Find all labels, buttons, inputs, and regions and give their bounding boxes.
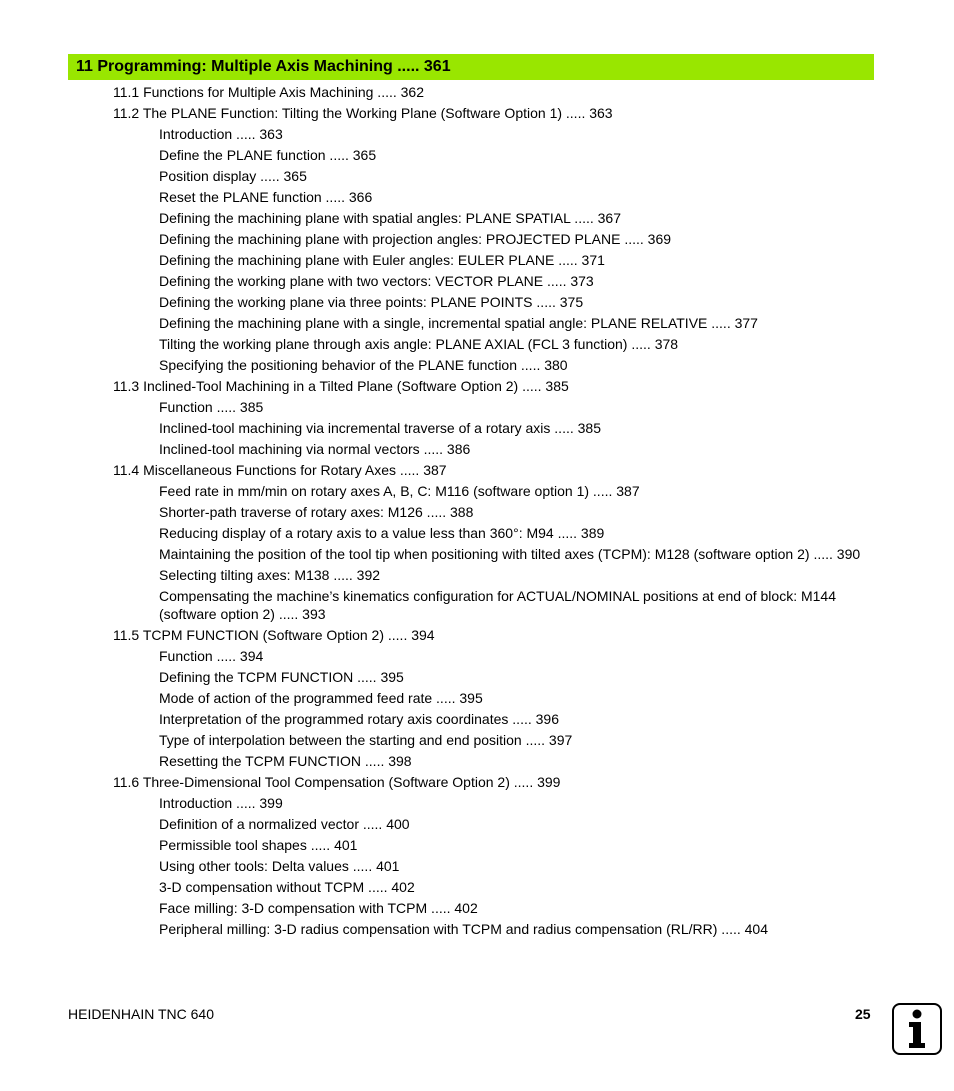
toc-subsection-entry[interactable]: Maintaining the position of the tool tip when positioning with tilted axes (TCPM): M128 (software option 2) ..... 390	[159, 546, 861, 562]
toc-section-entry[interactable]: 11.2 The PLANE Function: Tilting the Working Plane (Software Option 1) ..... 363	[113, 105, 613, 121]
toc-subsection-entry[interactable]: Position display ..... 365	[159, 168, 307, 184]
page-number: 25	[855, 1006, 871, 1022]
toc-subsection-entry[interactable]: Specifying the positioning behavior of the PLANE function ..... 380	[159, 357, 568, 373]
toc-subsection-entry[interactable]: 3-D compensation without TCPM ..... 402	[159, 879, 415, 895]
toc-subsection-entry[interactable]: Inclined-tool machining via normal vectors ..... 386	[159, 441, 471, 457]
toc-subsection-entry[interactable]: Type of interpolation between the starting and end position ..... 397	[159, 732, 573, 748]
toc-subsection-entry[interactable]: Introduction ..... 399	[159, 795, 283, 811]
toc-subsection-entry[interactable]: Compensating the machine’s kinematics configuration for ACTUAL/NOMINAL positions at end of block: M144 (software option 2) ..... 393	[159, 588, 836, 622]
toc-section-entry[interactable]: 11.5 TCPM FUNCTION (Software Option 2) ..... 394	[113, 627, 435, 643]
chapter-title[interactable]: 11 Programming: Multiple Axis Machining ..... 361	[76, 58, 451, 75]
toc-subsection-entry[interactable]: Defining the working plane with two vectors: VECTOR PLANE ..... 373	[159, 273, 594, 289]
toc-section-entry[interactable]: 11.3 Inclined-Tool Machining in a Tilted Plane (Software Option 2) ..... 385	[113, 378, 569, 394]
toc-subsection-entry[interactable]: Reducing display of a rotary axis to a value less than 360°: M94 ..... 389	[159, 525, 605, 541]
toc-subsection-entry[interactable]: Function ..... 394	[159, 648, 264, 664]
toc-section-entry[interactable]: 11.4 Miscellaneous Functions for Rotary Axes ..... 387	[113, 462, 447, 478]
toc-section-entry[interactable]: 11.1 Functions for Multiple Axis Machining ..... 362	[113, 84, 425, 100]
toc-subsection-entry[interactable]: Inclined-tool machining via incremental traverse of a rotary axis ..... 385	[159, 420, 601, 436]
toc-subsection-entry[interactable]: Define the PLANE function ..... 365	[159, 147, 377, 163]
footer-product: HEIDENHAIN TNC 640	[68, 1006, 215, 1022]
toc-subsection-entry[interactable]: Resetting the TCPM FUNCTION ..... 398	[159, 753, 412, 769]
toc-subsection-entry[interactable]: Tilting the working plane through axis angle: PLANE AXIAL (FCL 3 function) ..... 378	[159, 336, 679, 352]
toc-subsection-entry[interactable]: Defining the working plane via three points: PLANE POINTS ..... 375	[159, 294, 584, 310]
toc-subsection-entry[interactable]: Feed rate in mm/min on rotary axes A, B, C: M116 (software option 1) ..... 387	[159, 483, 640, 499]
toc-subsection-entry[interactable]: Defining the machining plane with projection angles: PROJECTED PLANE ..... 369	[159, 231, 672, 247]
toc-subsection-entry[interactable]: Shorter-path traverse of rotary axes: M126 ..... 388	[159, 504, 474, 520]
toc-subsection-entry[interactable]: Function ..... 385	[159, 399, 264, 415]
toc-subsection-entry[interactable]: Defining the TCPM FUNCTION ..... 395	[159, 669, 404, 685]
table-of-contents	[0, 83, 954, 941]
toc-subsection-entry[interactable]: Permissible tool shapes ..... 401	[159, 837, 358, 853]
info-icon[interactable]	[892, 1003, 942, 1055]
toc-subsection-entry[interactable]: Using other tools: Delta values ..... 401	[159, 858, 400, 874]
toc-subsection-entry[interactable]: Selecting tilting axes: M138 ..... 392	[159, 567, 381, 583]
toc-subsection-entry[interactable]: Mode of action of the programmed feed rate ..... 395	[159, 690, 483, 706]
toc-subsection-entry[interactable]: Peripheral milling: 3-D radius compensation with TCPM and radius compensation (RL/RR) ..... 404	[159, 921, 769, 937]
toc-section-entry[interactable]: 11.6 Three-Dimensional Tool Compensation (Software Option 2) ..... 399	[113, 774, 561, 790]
chapter-heading-bar	[68, 54, 874, 80]
toc-subsection-entry[interactable]: Defining the machining plane with Euler angles: EULER PLANE ..... 371	[159, 252, 605, 268]
toc-subsection-entry[interactable]: Defining the machining plane with spatial angles: PLANE SPATIAL ..... 367	[159, 210, 621, 226]
toc-subsection-entry[interactable]: Face milling: 3-D compensation with TCPM ..... 402	[159, 900, 478, 916]
toc-subsection-entry[interactable]: Defining the machining plane with a single, incremental spatial angle: PLANE RELATIVE ..... 377	[159, 315, 758, 331]
toc-subsection-entry[interactable]: Interpretation of the programmed rotary axis coordinates ..... 396	[159, 711, 559, 727]
toc-subsection-entry[interactable]: Definition of a normalized vector ..... 400	[159, 816, 410, 832]
info-glyph	[894, 1005, 940, 1053]
toc-subsection-entry[interactable]: Reset the PLANE function ..... 366	[159, 189, 373, 205]
toc-subsection-entry[interactable]: Introduction ..... 363	[159, 126, 283, 142]
